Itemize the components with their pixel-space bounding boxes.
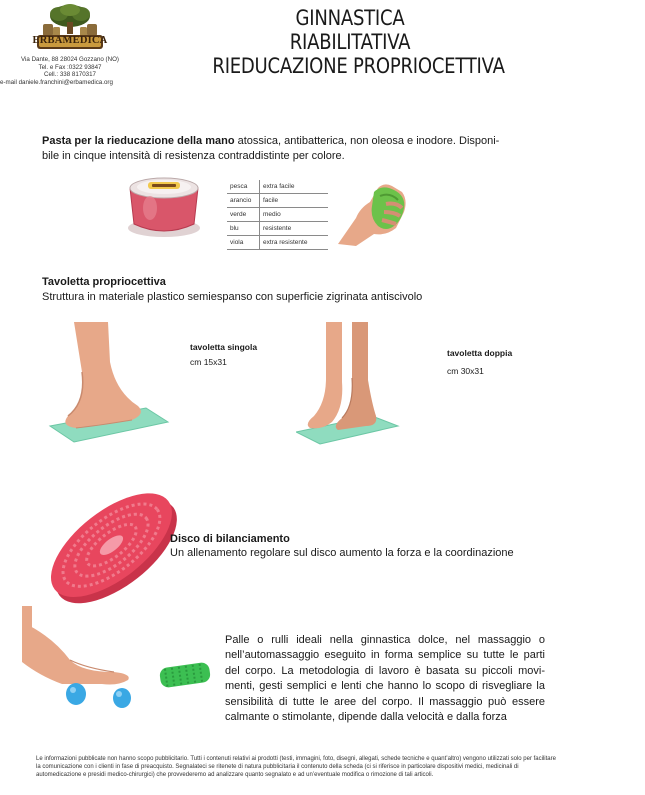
- table-row: [227, 208, 328, 222]
- color-name: viola: [227, 236, 260, 250]
- double-board-size: cm 30x31: [447, 366, 484, 376]
- contact-mobile: Cell.: 338 8170317: [44, 71, 96, 79]
- board-description: Struttura in materiale plastico semiespanso con superficie zigrinata antiscivolo: [42, 291, 423, 303]
- title-line-2: RIABILITATIVA: [289, 30, 411, 54]
- board-heading: Tavoletta propriocettiva: [42, 276, 166, 288]
- resistance-level: extra resistente: [260, 236, 329, 250]
- putty-description-text: atossica, antibatterica, non oleosa e inodore. Disponi- bile in cinque intensità di resistenza contraddistinte per colore.: [42, 135, 500, 162]
- disc-description: Un allenamento regolare sul disco aumento la forza e la coordinazione: [170, 547, 514, 559]
- color-name: pesca: [227, 180, 260, 194]
- page-title: [212, 6, 505, 78]
- massage-roller-image: [157, 660, 213, 690]
- hands-with-massage-balls-image: [22, 606, 134, 710]
- resistance-level: medio: [260, 208, 329, 222]
- disc-heading: Disco di bilanciamento: [170, 533, 290, 545]
- putty-resistance-table: [227, 180, 328, 250]
- color-name: arancio: [227, 194, 260, 208]
- balls-description: Palle o rulli ideali nella ginnastica dolce, nel massaggio o nell’automassaggio eseguito in forma semplice su tutte le parti del corpo. La metodologia di lavoro è basata su piccoli movi- menti, gesti semplici e lenti che hanno lo scopo di risvegliare la sensibilità di tutte le aree del corpo. Il massaggio può essere calmante o stimolante, dipende dalla velocità e dalla forza: [225, 634, 545, 724]
- contact-address: Via Dante, 88 28024 Gozzano (NO): [21, 56, 119, 63]
- color-name: blu: [227, 222, 260, 236]
- double-board-label: tavoletta doppia: [447, 348, 513, 358]
- logo-text: ERBAMEDICA: [32, 35, 108, 46]
- title-line-3: RIEDUCAZIONE PROPRIOCETTIVA: [212, 54, 505, 78]
- title-line-1: GINNASTICA: [295, 6, 405, 30]
- putty-tub-image: [124, 172, 204, 238]
- resistance-level: extra facile: [260, 180, 329, 194]
- company-logo-block: [0, 2, 130, 86]
- single-board-foot-image: [46, 322, 172, 446]
- table-row: [227, 194, 328, 208]
- contact-phone: Tel. e Fax :0322 93847: [38, 63, 102, 71]
- resistance-level: resistente: [260, 222, 329, 236]
- single-board-label: tavoletta singola: [190, 342, 258, 352]
- single-board-size: cm 15x31: [190, 357, 227, 367]
- balance-disc-image: [34, 468, 184, 616]
- putty-heading: Pasta per la rieducazione della mano: [42, 135, 235, 147]
- putty-description: [42, 134, 512, 164]
- resistance-level: facile: [260, 194, 329, 208]
- footer-disclaimer: Le informazioni pubblicate non hanno scopo pubblicitario. Tutti i contenuti relativi ai prodotti (testi, immagini, foto, disegni, allegati, schede tecniche e quant’altro) vengono utilizzati solo per facilitare la comunicazione con i clienti in fase di preacquisto. Segnalateci se ritenete di natura pubblicitaria il contenuto della scheda (ci si riferisce in particolare dispositivi medici, medicinali di automedicazione e presidi medico-chirurgici) che provvederemo ad analizzare quanto segnalato e ad un’eventuale modifica o rimozione di tali articoli.: [36, 756, 556, 778]
- table-row: [227, 236, 328, 250]
- contact-email: e-mail daniele.franchini@erbamedica.org: [0, 78, 113, 86]
- double-board-feet-image: [296, 322, 400, 446]
- table-row: [227, 180, 328, 194]
- hand-squeezing-putty-image: [336, 178, 414, 248]
- color-name: verde: [227, 208, 260, 222]
- table-row: [227, 222, 328, 236]
